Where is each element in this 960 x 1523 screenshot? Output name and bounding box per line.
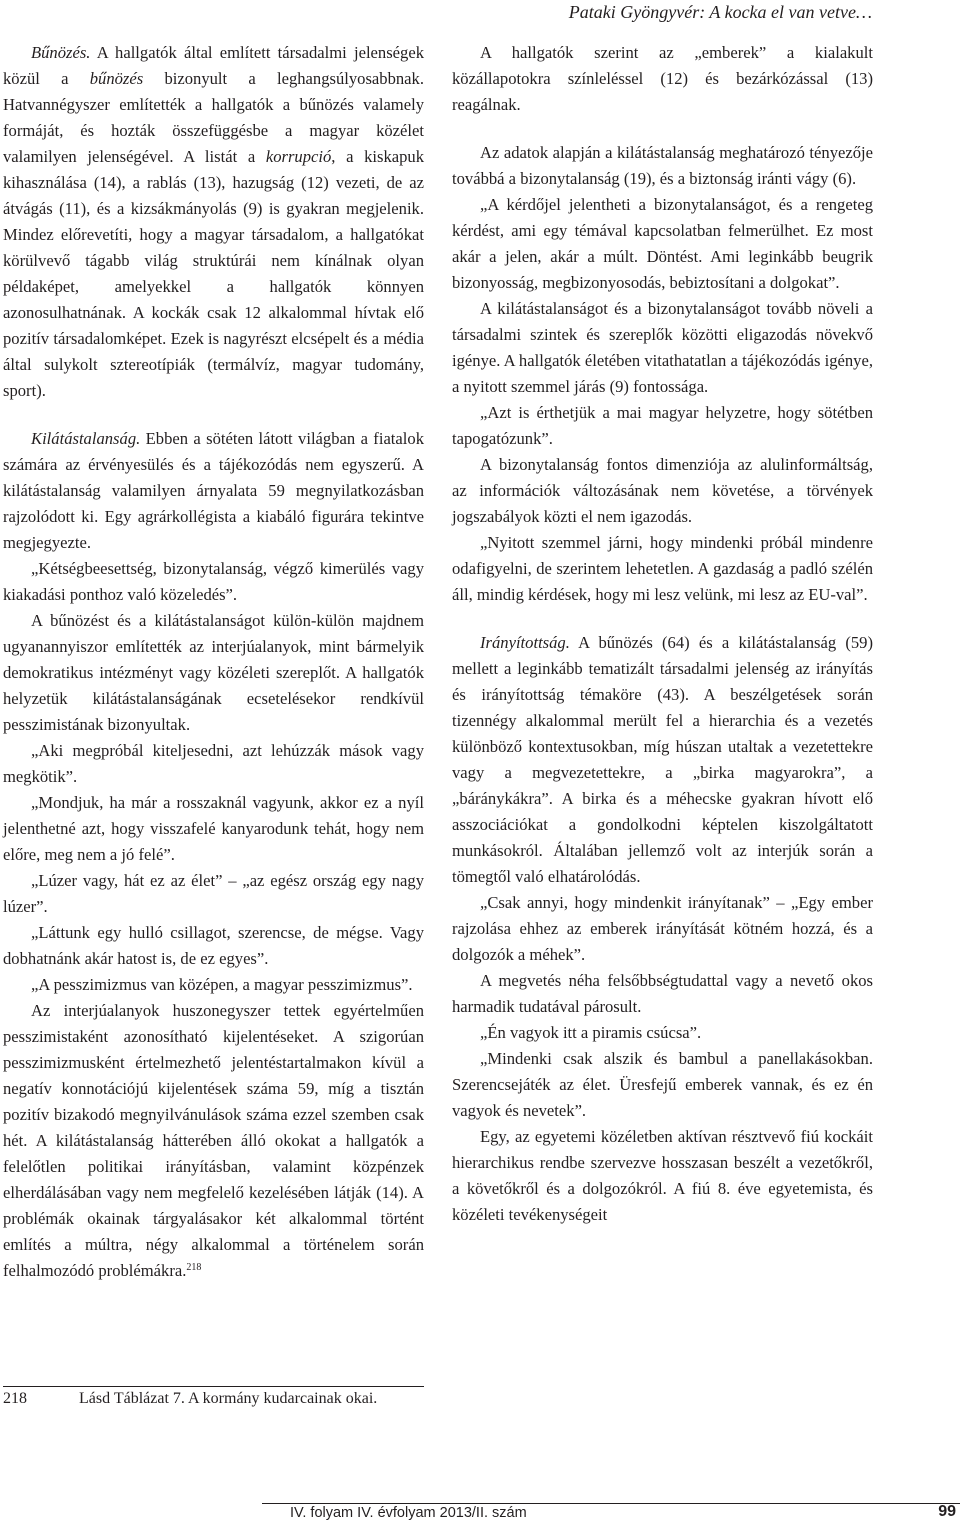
footnote	[3, 1387, 424, 1411]
section-lead-bunozes: Bűnözés.	[31, 43, 91, 62]
quote: „Én vagyok itt a piramis csúcsa”.	[480, 1023, 702, 1042]
body-paragraph: A hallgatók szerint az „emberek” a kialakult közállapotokra színleléssel (12) és bezárkózással (13) reagálnak.	[452, 43, 873, 114]
right-column	[452, 40, 873, 1228]
quote: „Lúzer vagy, hát ez az élet” – „az egész ország egy nagy lúzer”.	[3, 871, 424, 916]
body-paragraph: A bűnözést és a kilátástalanságot külön-külön majdnem ugyanannyiszor említették az interjúalanyok, mint bármelyik demokratikus intézményt vagy közéleti szereplőt. A hallgatók helyzetük kilátástalanságának ecsetelésekor rendkívül pesszimistának bizonyultak.	[3, 611, 424, 734]
paragraph-kilatastalansag: Kilátástalanság. Ebben a sötéten látott világban a fiatalok számára az érvényesülés és a tájékozódás nem egyszerű. A kilátástalanság valamilyen árnyalata 59 megnyilatkozásban rajzolódott ki. Egy agrárkollégista a kiabáló figurára tekintve megjegyezte.	[3, 429, 424, 552]
paragraph-iranyitottsag: Irányítottság. A bűnözés (64) és a kilátástalanság (59) mellett a leginkább tematizált társadalmi jelenség az irányítás és irányítottság témaköre (43). A beszélgetések során tizennégy alkalommal merült fel a hierarchia és a vezetés különböző kontextusokban, míg húszan utaltak a vezetettekre vagy a megvezetettekre, a „birka magyarokra”, a „báránykákra”. A birka és a méhecske gyakran hívott elő asszociációkat a gondolkodni képtelen kiszolgáltatott munkásokról. Általában jellemző volt az interjúk során a tömegtől való elhatárolódás.	[452, 633, 873, 886]
quote: „Mondjuk, ha már a rosszaknál vagyunk, akkor ez a nyíl jelenthetné azt, hogy visszafelé kanyarodunk tehát, hogy nem előre, meg nem a jó felé”.	[3, 793, 424, 864]
section-lead-kilatastalansag: Kilátástalanság.	[31, 429, 141, 448]
quote: „Kétségbeesettség, bizonytalanság, végző kimerülés vagy kiakadási ponthoz való közeledés”.	[3, 559, 424, 604]
page-number: 99	[938, 1503, 956, 1520]
left-column	[3, 40, 424, 1284]
body-paragraph: A kilátástalanságot és a bizonytalanságot tovább növeli a társadalmi szintek és szereplők közötti eligazodás növekvő igénye. A hallgatók életében vitathatatlan a tájékozódás igénye, a nyitott szemmel járás (9) fontossága.	[452, 299, 873, 396]
footer-journal-info: IV. folyam IV. évfolyam 2013/II. szám	[290, 1505, 527, 1521]
body-paragraph: A bizonytalanság fontos dimenziója az alulinformáltság, az információk változásának nem követése, a törvények jogszabályok közti el nem igazodás.	[452, 455, 873, 526]
quote: „Csak annyi, hogy mindenkit irányítanak” – „Egy ember rajzolása ehhez az emberek irányítását kötném hozzá, és a dolgozók a méhek”.	[452, 893, 873, 964]
quote: „Nyitott szemmel járni, hogy mindenki próbál mindenre odafigyelni, de szerintem lehetetlen. A gazdaság a padló szélén áll, mindig kérdések, hogy mi lesz velünk, mi lesz az EU-val”.	[452, 533, 873, 604]
body-paragraph: A megvetés néha felsőbbségtudattal vagy a nevető okos harmadik tudatával párosult.	[452, 971, 873, 1016]
quote: „Azt is érthetjük a mai magyar helyzetre, hogy sötétben tapogatózunk”.	[452, 403, 873, 448]
section-lead-iranyitottsag: Irányítottság.	[480, 633, 570, 652]
quote: „Mindenki csak alszik és bambul a panellakásokban. Szerencsejáték az élet. Üresfejű emberek vannak, és ez én vagyok és nevetek”.	[452, 1049, 873, 1120]
running-header: Pataki Gyöngyvér: A kocka el van vetve…	[568, 2, 872, 22]
quote: „A pesszimizmus van középen, a magyar pesszimizmus”.	[31, 975, 413, 994]
quote: „Aki megpróbál kiteljesedni, azt lehúzzák mások vagy megkötik”.	[3, 741, 424, 786]
body-paragraph: Az interjúalanyok huszonegyszer tettek egyértelműen pesszimistaként azonosítható kijelentéseket. A szigorúan pesszimizmusként értelmezhető jelentéstartalmakon kívül a negatív konnotációjú kijelentések száma 59, míg a tisztán pozitív bizakodó megnyilvánulások száma ezzel szemben csak hét. A kilátástalanság hátterében álló okokat a hallgatók a felelőtlen politikai irányításban, valamint közpénzek elherdálásában vagy nem megfelelő kezelésében látják (14). A problémák okainak tárgyalásakor két alkalommal történt említés a múltra, négy alkalommal a történelem során felhalmozódó problémákra.$^{218}$	[3, 1001, 424, 1280]
paragraph-bunozes: Bűnözés. A hallgatók által említett társadalmi jelenségek közül a bűnözés bizonyult a leghangsúlyosabbnak. Hatvannégyszer említették a hallgatók a bűnözés valamely formáját, és hozták összefüggésbe a magyar közélet valamilyen jelenségével. A listát a korrupció, a kiskapuk kihasználása (14), a rablás (13), hazugság (12) vezeti, de az átvágás (11), és a kizsákmányolás (9) is gyakran megjelenik. Mindez előrevetíti, hogy a magyar társadalom, a hallgatókat körülvevő tágabb világ struktúrái nem kínálnak olyan példaképet, amelyekkel a hallgatók könnyen azonosulhatnának. A kockák csak 12 alkalommal hívtak elő pozitív társadalomképet. Ezek is nagyrészt elcsépelt és a média által sulykolt sztereotípiák (termálvíz, magyar tudomány, sport).	[3, 43, 424, 400]
quote: „A kérdőjel jelentheti a bizonytalanságot, és a rengeteg kérdést, ami egy témával kapcsolatban felmerülhet. Ez most akár a jelen, akár a múlt. Döntést. Ami leginkább beugrik bizonyosság, megbizonyosodás, bebiztosítani a dolgokat”.	[452, 195, 873, 292]
body-paragraph: Egy, az egyetemi közéletben aktívan résztvevő fiú kockáit hierarchikus rendbe szervezve hosszasan beszélt a vezetőkről, a követőkről és a dolgozókról. A fiú 8. éve egyetemista, és közéleti tevékenységeit	[452, 1127, 873, 1224]
body-paragraph: Az adatok alapján a kilátástalanság meghatározó tényezője továbbá a bizonytalanság (19), és a biztonság iránti vágy (6).	[452, 143, 873, 188]
quote: „Láttunk egy hulló csillagot, szerencse, de mégse. Vagy dobhatnánk akár hatost is, de ez egyes”.	[3, 923, 424, 968]
footnote-ref[interactable]: 218	[186, 1262, 202, 1273]
footnote-text: Lásd Táblázat 7. A kormány kudarcainak okai.	[79, 1390, 378, 1407]
footnote-number: 218	[3, 1390, 27, 1407]
